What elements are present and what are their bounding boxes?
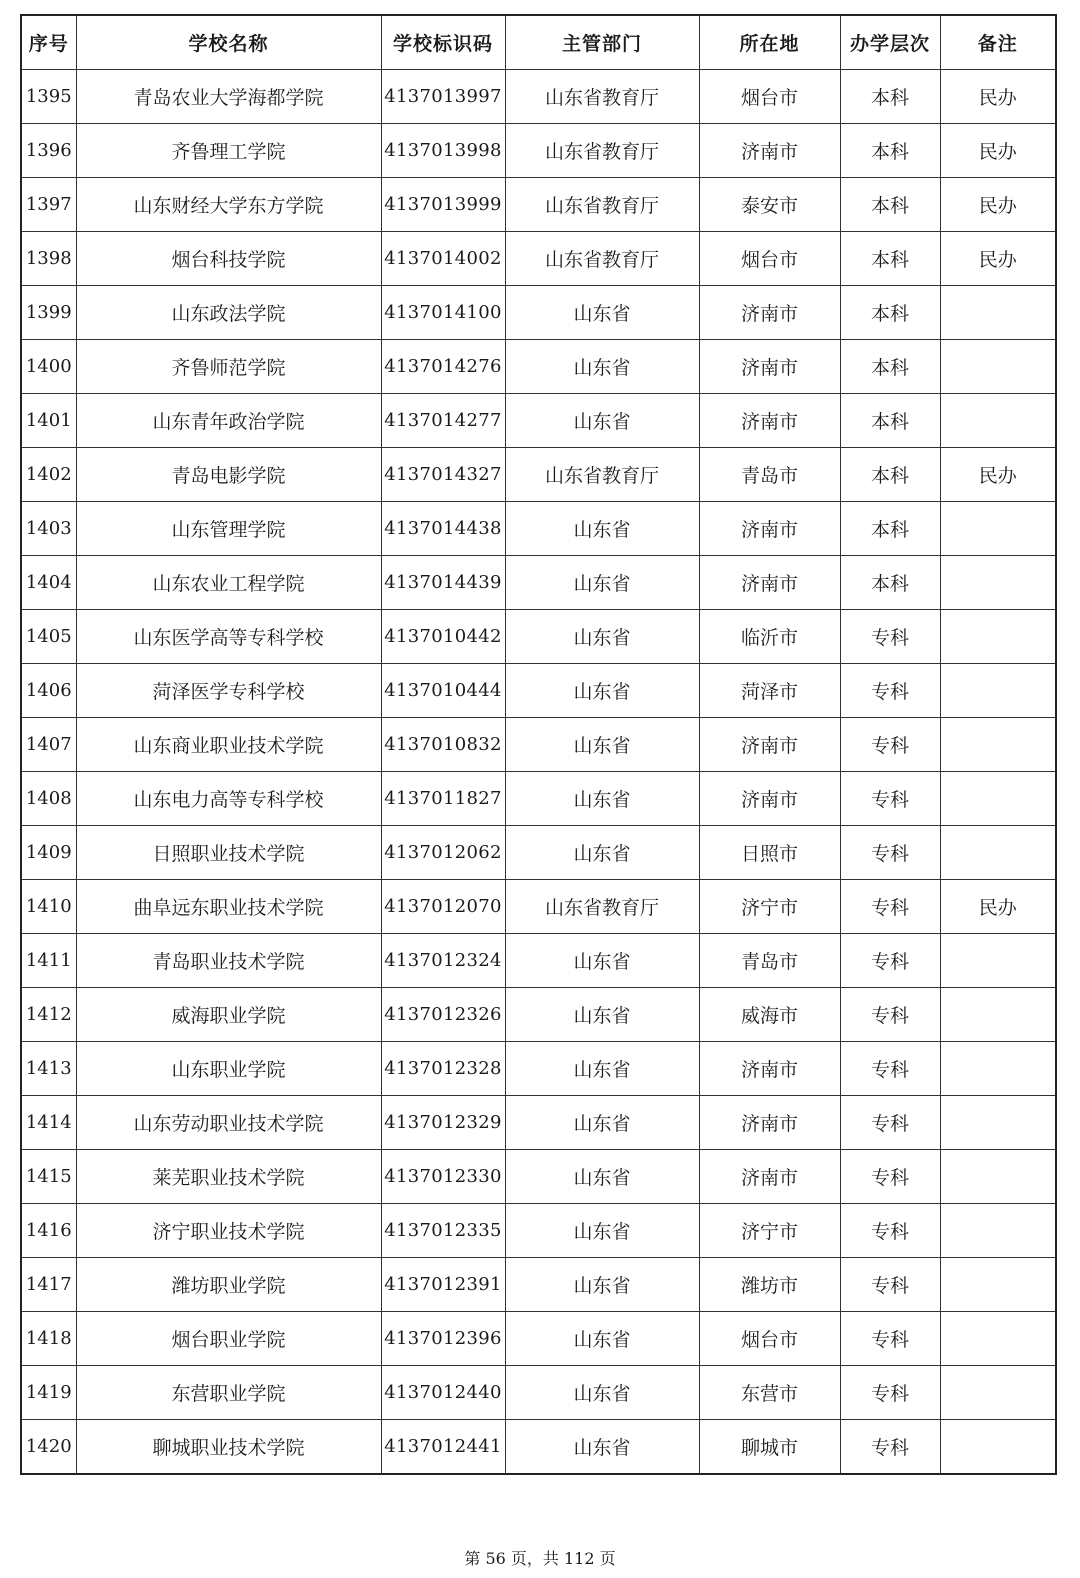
- cell-department: 山东省教育厅: [505, 232, 699, 286]
- cell-location: 日照市: [699, 826, 840, 880]
- cell-seq: 1416: [21, 1204, 76, 1258]
- table-header-row: [21, 15, 1056, 70]
- cell-school-name: 山东医学高等专科学校: [76, 610, 381, 664]
- cell-department: 山东省: [505, 1420, 699, 1475]
- cell-department: 山东省: [505, 556, 699, 610]
- cell-seq: 1408: [21, 772, 76, 826]
- table-row: [21, 772, 1056, 826]
- cell-department: 山东省教育厅: [505, 178, 699, 232]
- table-row: [21, 610, 1056, 664]
- table-row: [21, 178, 1056, 232]
- cell-seq: 1404: [21, 556, 76, 610]
- table-body: [21, 70, 1056, 1475]
- cell-location: 济宁市: [699, 1204, 840, 1258]
- table-row: [21, 880, 1056, 934]
- cell-remarks: [940, 826, 1056, 880]
- cell-seq: 1406: [21, 664, 76, 718]
- table-row: [21, 1150, 1056, 1204]
- cell-level: 本科: [840, 124, 940, 178]
- cell-department: 山东省: [505, 1042, 699, 1096]
- cell-school-name: 曲阜远东职业技术学院: [76, 880, 381, 934]
- table-row: [21, 1420, 1056, 1475]
- cell-school-code: 4137014277: [381, 394, 505, 448]
- cell-level: 专科: [840, 664, 940, 718]
- cell-remarks: [940, 1420, 1056, 1475]
- cell-remarks: 民办: [940, 70, 1056, 124]
- page-footer: [0, 1546, 1080, 1569]
- cell-department: 山东省: [505, 826, 699, 880]
- cell-level: 专科: [840, 1258, 940, 1312]
- cell-seq: 1420: [21, 1420, 76, 1475]
- cell-location: 青岛市: [699, 448, 840, 502]
- table-row: [21, 70, 1056, 124]
- cell-school-name: 山东财经大学东方学院: [76, 178, 381, 232]
- table-row: [21, 1042, 1056, 1096]
- cell-seq: 1418: [21, 1312, 76, 1366]
- table-row: [21, 394, 1056, 448]
- cell-level: 专科: [840, 1204, 940, 1258]
- cell-school-code: 4137012441: [381, 1420, 505, 1475]
- cell-remarks: [940, 610, 1056, 664]
- cell-department: 山东省教育厅: [505, 70, 699, 124]
- table-row: [21, 232, 1056, 286]
- cell-seq: 1397: [21, 178, 76, 232]
- header-location: 所在地: [699, 15, 840, 70]
- cell-remarks: 民办: [940, 124, 1056, 178]
- header-seq: 序号: [21, 15, 76, 70]
- cell-remarks: [940, 556, 1056, 610]
- cell-location: 威海市: [699, 988, 840, 1042]
- cell-location: 济南市: [699, 286, 840, 340]
- cell-school-name: 威海职业学院: [76, 988, 381, 1042]
- cell-department: 山东省: [505, 286, 699, 340]
- cell-remarks: [940, 286, 1056, 340]
- cell-school-code: 4137014327: [381, 448, 505, 502]
- schools-table: [20, 14, 1057, 1475]
- cell-school-name: 山东管理学院: [76, 502, 381, 556]
- cell-school-code: 4137013997: [381, 70, 505, 124]
- cell-seq: 1417: [21, 1258, 76, 1312]
- cell-level: 本科: [840, 394, 940, 448]
- cell-school-name: 莱芜职业技术学院: [76, 1150, 381, 1204]
- cell-department: 山东省教育厅: [505, 880, 699, 934]
- cell-department: 山东省: [505, 934, 699, 988]
- cell-remarks: [940, 1042, 1056, 1096]
- cell-seq: 1395: [21, 70, 76, 124]
- cell-department: 山东省: [505, 1096, 699, 1150]
- cell-location: 济南市: [699, 556, 840, 610]
- table-row: [21, 1096, 1056, 1150]
- cell-remarks: 民办: [940, 448, 1056, 502]
- cell-department: 山东省: [505, 1366, 699, 1420]
- header-school-code: 学校标识码: [381, 15, 505, 70]
- cell-location: 济南市: [699, 1096, 840, 1150]
- cell-location: 东营市: [699, 1366, 840, 1420]
- cell-level: 本科: [840, 502, 940, 556]
- cell-level: 专科: [840, 1366, 940, 1420]
- cell-school-code: 4137012335: [381, 1204, 505, 1258]
- cell-level: 专科: [840, 988, 940, 1042]
- cell-level: 本科: [840, 340, 940, 394]
- cell-school-name: 山东青年政治学院: [76, 394, 381, 448]
- cell-location: 临沂市: [699, 610, 840, 664]
- cell-location: 烟台市: [699, 70, 840, 124]
- cell-school-name: 潍坊职业学院: [76, 1258, 381, 1312]
- cell-school-name: 烟台科技学院: [76, 232, 381, 286]
- cell-school-code: 4137012328: [381, 1042, 505, 1096]
- cell-location: 烟台市: [699, 1312, 840, 1366]
- cell-remarks: [940, 340, 1056, 394]
- cell-location: 烟台市: [699, 232, 840, 286]
- cell-school-name: 齐鲁师范学院: [76, 340, 381, 394]
- cell-remarks: [940, 502, 1056, 556]
- cell-location: 济南市: [699, 1042, 840, 1096]
- cell-seq: 1409: [21, 826, 76, 880]
- cell-seq: 1419: [21, 1366, 76, 1420]
- cell-remarks: [940, 1204, 1056, 1258]
- cell-department: 山东省: [505, 772, 699, 826]
- cell-school-code: 4137013999: [381, 178, 505, 232]
- cell-location: 济南市: [699, 772, 840, 826]
- cell-seq: 1400: [21, 340, 76, 394]
- cell-school-code: 4137012062: [381, 826, 505, 880]
- cell-seq: 1398: [21, 232, 76, 286]
- cell-school-name: 山东农业工程学院: [76, 556, 381, 610]
- table-row: [21, 556, 1056, 610]
- cell-department: 山东省: [505, 1312, 699, 1366]
- cell-school-code: 4137010832: [381, 718, 505, 772]
- cell-location: 济南市: [699, 718, 840, 772]
- cell-department: 山东省: [505, 394, 699, 448]
- cell-remarks: [940, 1366, 1056, 1420]
- cell-location: 菏泽市: [699, 664, 840, 718]
- table-row: [21, 286, 1056, 340]
- cell-school-code: 4137010442: [381, 610, 505, 664]
- cell-department: 山东省: [505, 502, 699, 556]
- table-row: [21, 664, 1056, 718]
- table-row: [21, 340, 1056, 394]
- cell-department: 山东省教育厅: [505, 448, 699, 502]
- cell-remarks: [940, 1150, 1056, 1204]
- cell-school-code: 4137014439: [381, 556, 505, 610]
- cell-level: 专科: [840, 1312, 940, 1366]
- cell-location: 潍坊市: [699, 1258, 840, 1312]
- table-row: [21, 718, 1056, 772]
- cell-remarks: 民办: [940, 232, 1056, 286]
- table-row: [21, 934, 1056, 988]
- cell-school-name: 青岛农业大学海都学院: [76, 70, 381, 124]
- cell-location: 泰安市: [699, 178, 840, 232]
- header-remarks: 备注: [940, 15, 1056, 70]
- cell-school-code: 4137012440: [381, 1366, 505, 1420]
- cell-school-name: 山东职业学院: [76, 1042, 381, 1096]
- table-row: [21, 124, 1056, 178]
- cell-level: 本科: [840, 448, 940, 502]
- cell-school-name: 菏泽医学专科学校: [76, 664, 381, 718]
- cell-seq: 1402: [21, 448, 76, 502]
- cell-school-code: 4137014276: [381, 340, 505, 394]
- table-row: [21, 448, 1056, 502]
- cell-remarks: 民办: [940, 880, 1056, 934]
- cell-department: 山东省: [505, 1258, 699, 1312]
- cell-remarks: [940, 772, 1056, 826]
- cell-school-name: 山东商业职业技术学院: [76, 718, 381, 772]
- cell-seq: 1415: [21, 1150, 76, 1204]
- cell-seq: 1413: [21, 1042, 76, 1096]
- table-row: [21, 1204, 1056, 1258]
- cell-seq: 1412: [21, 988, 76, 1042]
- cell-department: 山东省: [505, 988, 699, 1042]
- cell-department: 山东省: [505, 664, 699, 718]
- page-number-text: 第 56 页，共 112 页: [464, 1549, 616, 1568]
- cell-level: 专科: [840, 1150, 940, 1204]
- cell-school-name: 齐鲁理工学院: [76, 124, 381, 178]
- cell-seq: 1407: [21, 718, 76, 772]
- cell-level: 本科: [840, 286, 940, 340]
- cell-seq: 1405: [21, 610, 76, 664]
- cell-department: 山东省: [505, 340, 699, 394]
- cell-department: 山东省教育厅: [505, 124, 699, 178]
- cell-school-code: 4137012329: [381, 1096, 505, 1150]
- table-row: [21, 502, 1056, 556]
- cell-department: 山东省: [505, 610, 699, 664]
- table-row: [21, 1366, 1056, 1420]
- cell-school-code: 4137014002: [381, 232, 505, 286]
- cell-seq: 1411: [21, 934, 76, 988]
- cell-location: 济南市: [699, 502, 840, 556]
- cell-seq: 1401: [21, 394, 76, 448]
- cell-school-code: 4137013998: [381, 124, 505, 178]
- cell-level: 专科: [840, 1420, 940, 1475]
- cell-level: 本科: [840, 70, 940, 124]
- cell-level: 专科: [840, 610, 940, 664]
- cell-remarks: [940, 1312, 1056, 1366]
- cell-department: 山东省: [505, 718, 699, 772]
- table-row: [21, 1312, 1056, 1366]
- cell-level: 专科: [840, 772, 940, 826]
- cell-remarks: [940, 1096, 1056, 1150]
- header-school-name: 学校名称: [76, 15, 381, 70]
- table-row: [21, 826, 1056, 880]
- cell-remarks: [940, 934, 1056, 988]
- cell-level: 专科: [840, 934, 940, 988]
- cell-school-name: 东营职业学院: [76, 1366, 381, 1420]
- cell-level: 本科: [840, 232, 940, 286]
- cell-location: 济南市: [699, 1150, 840, 1204]
- cell-seq: 1399: [21, 286, 76, 340]
- cell-school-code: 4137012396: [381, 1312, 505, 1366]
- cell-school-code: 4137012324: [381, 934, 505, 988]
- cell-seq: 1414: [21, 1096, 76, 1150]
- cell-remarks: [940, 1258, 1056, 1312]
- cell-location: 济宁市: [699, 880, 840, 934]
- cell-school-code: 4137012391: [381, 1258, 505, 1312]
- cell-location: 济南市: [699, 124, 840, 178]
- cell-school-name: 济宁职业技术学院: [76, 1204, 381, 1258]
- cell-department: 山东省: [505, 1150, 699, 1204]
- cell-school-code: 4137014438: [381, 502, 505, 556]
- table-row: [21, 1258, 1056, 1312]
- cell-level: 专科: [840, 718, 940, 772]
- cell-school-name: 山东电力高等专科学校: [76, 772, 381, 826]
- cell-school-code: 4137011827: [381, 772, 505, 826]
- cell-level: 本科: [840, 556, 940, 610]
- cell-seq: 1403: [21, 502, 76, 556]
- cell-level: 专科: [840, 880, 940, 934]
- cell-school-name: 山东劳动职业技术学院: [76, 1096, 381, 1150]
- cell-school-code: 4137010444: [381, 664, 505, 718]
- cell-level: 专科: [840, 1042, 940, 1096]
- cell-school-code: 4137014100: [381, 286, 505, 340]
- header-level: 办学层次: [840, 15, 940, 70]
- cell-location: 济南市: [699, 340, 840, 394]
- cell-location: 聊城市: [699, 1420, 840, 1475]
- cell-location: 青岛市: [699, 934, 840, 988]
- cell-school-code: 4137012330: [381, 1150, 505, 1204]
- cell-remarks: [940, 718, 1056, 772]
- cell-location: 济南市: [699, 394, 840, 448]
- cell-remarks: [940, 988, 1056, 1042]
- cell-level: 本科: [840, 178, 940, 232]
- cell-school-name: 青岛电影学院: [76, 448, 381, 502]
- cell-seq: 1410: [21, 880, 76, 934]
- cell-school-name: 烟台职业学院: [76, 1312, 381, 1366]
- header-department: 主管部门: [505, 15, 699, 70]
- cell-school-name: 日照职业技术学院: [76, 826, 381, 880]
- table-row: [21, 988, 1056, 1042]
- cell-level: 专科: [840, 1096, 940, 1150]
- cell-school-code: 4137012070: [381, 880, 505, 934]
- cell-department: 山东省: [505, 1204, 699, 1258]
- cell-school-name: 山东政法学院: [76, 286, 381, 340]
- cell-remarks: [940, 664, 1056, 718]
- cell-school-name: 聊城职业技术学院: [76, 1420, 381, 1475]
- cell-seq: 1396: [21, 124, 76, 178]
- cell-remarks: [940, 394, 1056, 448]
- cell-school-name: 青岛职业技术学院: [76, 934, 381, 988]
- cell-remarks: 民办: [940, 178, 1056, 232]
- cell-school-code: 4137012326: [381, 988, 505, 1042]
- cell-level: 专科: [840, 826, 940, 880]
